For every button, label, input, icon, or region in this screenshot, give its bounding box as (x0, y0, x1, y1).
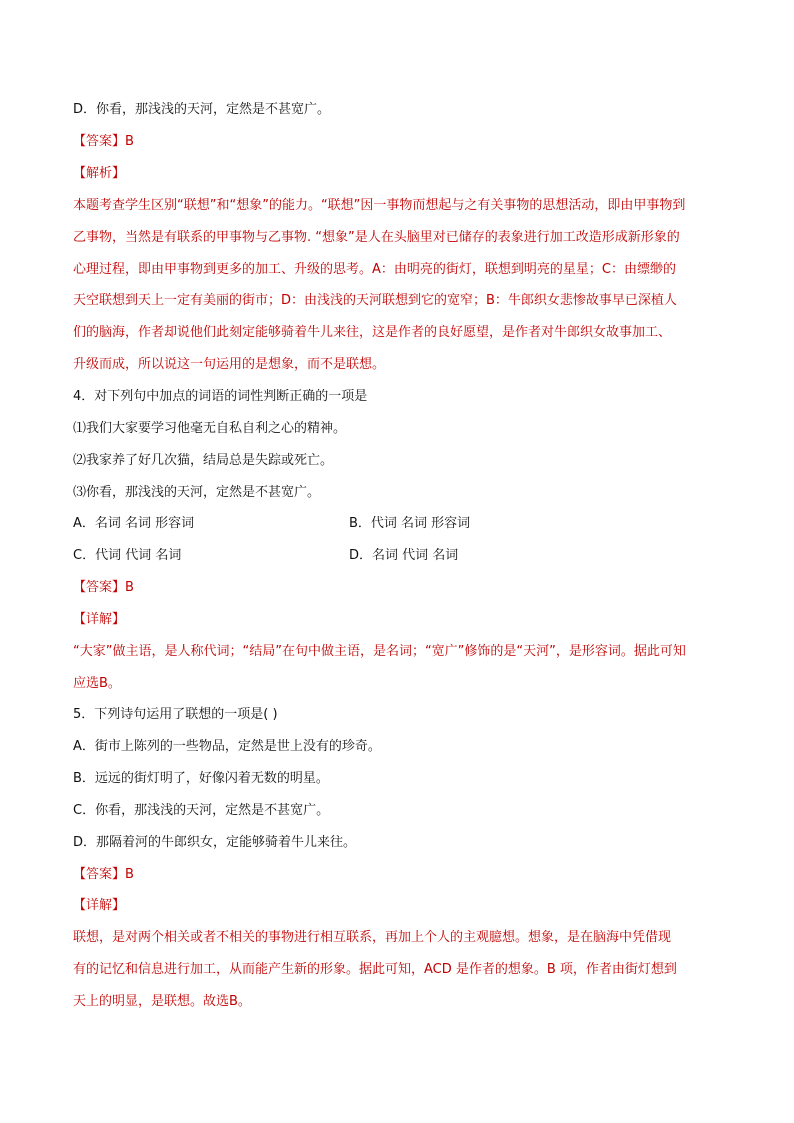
q4-detail-heading: 【详解】 (73, 612, 126, 627)
q3-answer: 【答案】B (73, 134, 134, 149)
q3-analysis-line: 心理过程，即由甲事物到更多的加工、升级的思考。A：由明亮的街灯，联想到明亮的星星；C：由缥缈的 (73, 262, 676, 277)
q3-analysis-line: 本题考查学生区别“联想”和“想象”的能力。“联想”因一事物而想起与之有关事物的思想活动，即由甲事物到 (73, 198, 686, 213)
q4-stem: 4．对下列句中加点的词语的词性判断正确的一项是 (73, 389, 368, 404)
q4-item: ⑵我家养了好几次猫，结局总是失踪或死亡。 (73, 453, 334, 468)
q4-detail-line: 应选B。 (73, 676, 121, 691)
q3-analysis-heading: 【解析】 (73, 166, 126, 181)
q3-analysis-line: 升级而成，所以说这一句运用的是想象，而不是联想。 (73, 357, 386, 372)
q3-option-d: D．你看，那浅浅的天河，定然是不甚宽广。 (73, 102, 331, 117)
q5-option: B．远远的街灯明了，好像闪着无数的明星。 (73, 771, 329, 786)
q4-answer: 【答案】B (73, 580, 134, 595)
q4-detail-line: “大家”做主语，是人称代词；“结局”在句中做主语，是名词；“宽广”修饰的是“天河”，是形容词。据此可知 (73, 644, 686, 659)
q3-analysis-line: 们的脑海，作者却说他们此刻定能够骑着牛儿来往，这是作者的良好愿望，是作者对牛郎织女故事加工、 (73, 325, 672, 340)
q5-option: C．你看，那浅浅的天河，定然是不甚宽广。 (73, 803, 330, 818)
q5-detail-line: 联想，是对两个相关或者不相关的事物进行相互联系，再加上个人的主观臆想。想象，是在脑海中凭借现 (73, 930, 672, 945)
q5-option: D．那隔着河的牛郎织女，定能够骑着牛儿来往。 (73, 835, 357, 850)
q5-detail-line: 有的记忆和信息进行加工，从而能产生新的形象。据此可知，ACD 是作者的想象。B 项，作者由街灯想到 (73, 962, 677, 977)
q5-option: A．街市上陈列的一些物品，定然是世上没有的珍奇。 (73, 739, 381, 754)
q4-item: ⑶你看，那浅浅的天河，定然是不甚宽广。 (73, 485, 321, 500)
q3-analysis-line: 天空联想到天上一定有美丽的街市；D：由浅浅的天河联想到它的宽窄；B：牛郎织女悲惨故事早已深植人 (73, 293, 677, 308)
q4-option-b: B．代词 名词 形容词 (349, 516, 471, 531)
q4-option-d: D．名词 代词 名词 (349, 548, 459, 563)
q5-detail-heading: 【详解】 (73, 898, 126, 913)
q5-detail-line: 天上的明显，是联想。故选B。 (73, 994, 251, 1009)
q4-option-c: C．代词 代词 名词 (73, 548, 182, 563)
q5-stem: 5．下列诗句运用了联想的一项是( ) (73, 707, 278, 722)
q3-analysis-line: 乙事物，当然是有联系的甲事物与乙事物. “想象”是人在头脑里对已储存的表象进行加工改造形成新形象的 (73, 230, 680, 245)
q4-item: ⑴我们大家要学习他毫无自私自利之心的精神。 (73, 421, 347, 436)
q5-answer: 【答案】B (73, 867, 134, 882)
q4-option-a: A．名词 名词 形容词 (73, 516, 195, 531)
